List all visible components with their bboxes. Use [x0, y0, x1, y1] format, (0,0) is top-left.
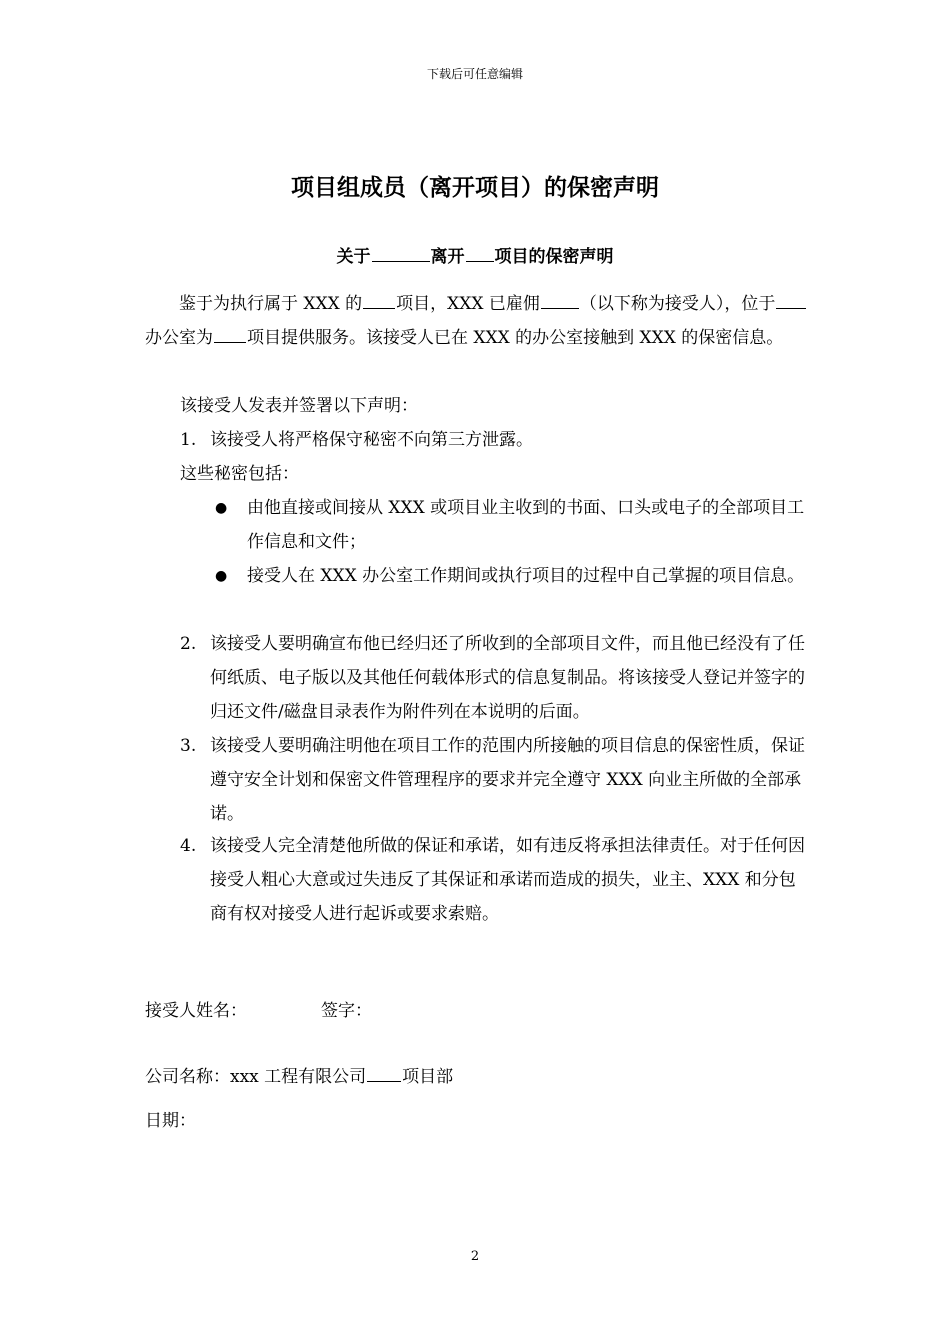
intro-text-2: 项目，XXX 已雇佣 — [396, 294, 540, 314]
bullet-text: 由他直接或间接从 XXX 或项目业主收到的书面、口头或电子的全部项目工作信息和文件； — [247, 498, 805, 552]
intro-paragraph — [145, 287, 809, 355]
blank-underline — [541, 292, 579, 309]
declare-text: 该接受人发表并签署以下声明： — [180, 396, 418, 416]
bullet-icon: ● — [215, 568, 228, 584]
page-number: 2 — [470, 1249, 480, 1264]
subtitle-part-1: 关于 — [336, 247, 371, 267]
company-name-label: 公司名称：xxx 工程有限公司 — [145, 1067, 367, 1087]
item-text: 该接受人要明确宣布他已经归还了所收到的全部项目文件，而且他已经没有了任何纸质、电子版以及其他任何载体形式的信息复制品。将该接受人登记并签字的归还文件/磁盘目录表作为附件列在本说明的后面。 — [210, 634, 805, 722]
intro-text-5: 项目提供服务。该接受人已在 XXX 的办公室接触到 XXX 的保密信息。 — [247, 328, 784, 348]
subtitle-part-3: 项目的保密声明 — [494, 247, 614, 267]
blank-underline — [363, 292, 395, 309]
blank-underline — [372, 245, 430, 262]
page-header: 下载后可任意编辑 — [426, 67, 523, 81]
item-text: 该接受人要明确注明他在项目工作的范围内所接触的项目信息的保密性质，保证遵守安全计划和保密文件管理程序的要求并完全遵守 XXX 向业主所做的全部承诺。 — [210, 736, 805, 824]
item-number: 4. — [180, 836, 197, 856]
bullet-icon: ● — [215, 500, 228, 516]
signature-label: 签字： — [321, 1001, 372, 1021]
item-number: 1. — [180, 430, 197, 450]
subtitle — [0, 244, 950, 270]
bullet-text: 接受人在 XXX 办公室工作期间或执行项目的过程中自己掌握的项目信息。 — [247, 566, 805, 586]
blank-underline — [214, 326, 246, 343]
project-dept-label: 项目部 — [402, 1067, 454, 1087]
recipient-name-label: 接受人姓名： — [145, 1001, 247, 1021]
blank-underline — [367, 1065, 401, 1082]
subtitle-part-2: 离开 — [430, 247, 465, 267]
company-name-line — [145, 1060, 453, 1094]
intro-text-3: （以下称为接受人），位于 — [579, 294, 776, 314]
date-label: 日期： — [145, 1111, 196, 1131]
intro-text-4: 办公室为 — [145, 328, 213, 348]
item-text: 该接受人完全清楚他所做的保证和承诺，如有违反将承担法律责任。对于任何因接受人粗心大意或过失违反了其保证和承诺而造成的损失，业主、XXX 和分包商有权对接受人进行起诉或要求索赔。 — [210, 836, 805, 924]
item-text: 该接受人将严格保守秘密不向第三方泄露。 — [210, 430, 533, 450]
blank-underline — [466, 245, 494, 262]
page-title: 项目组成员（离开项目）的保密声明 — [291, 174, 659, 201]
blank-underline — [776, 292, 806, 309]
secrets-intro: 这些秘密包括： — [180, 464, 299, 484]
intro-text-1: 鉴于为执行属于 XXX 的 — [179, 294, 363, 314]
item-number: 3. — [180, 736, 197, 756]
item-number: 2. — [180, 634, 197, 654]
